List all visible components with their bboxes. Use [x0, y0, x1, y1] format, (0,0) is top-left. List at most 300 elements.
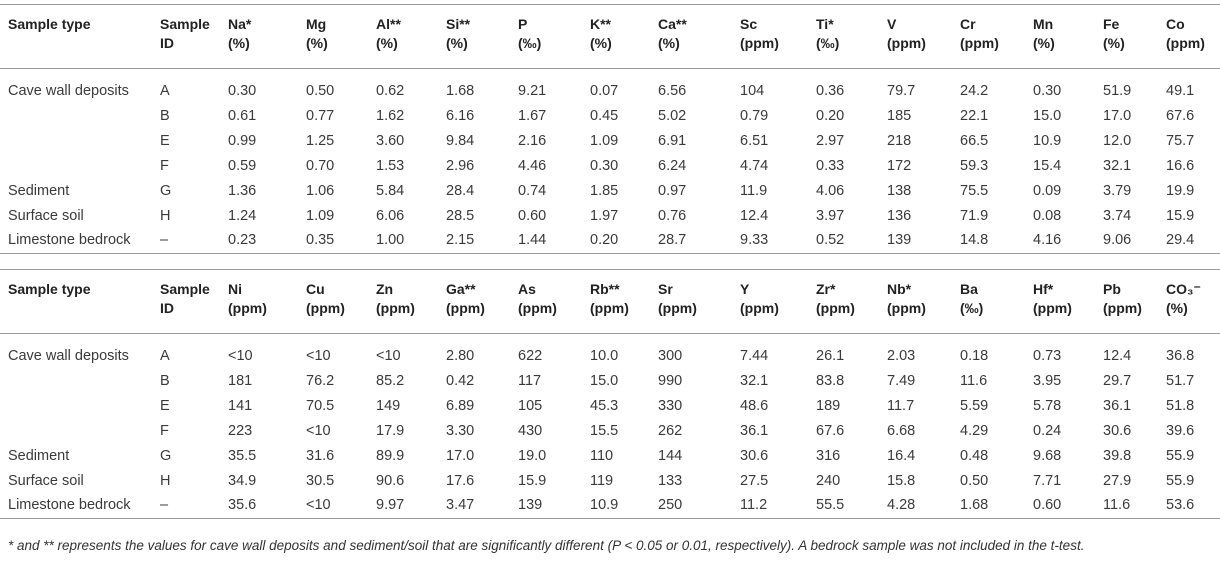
value-cell: 0.24	[1033, 423, 1062, 439]
column-header	[446, 270, 518, 334]
column-header-unit: (ppm)	[658, 300, 697, 316]
value-cell: 79.7	[887, 82, 916, 99]
column-header	[887, 5, 960, 69]
value-cell: 11.9	[740, 183, 768, 199]
column-header-label: Co	[1166, 16, 1185, 32]
value-cell: 1.62	[376, 108, 405, 124]
column-header-unit: (‰)	[816, 35, 840, 51]
value-cell: 7.44	[740, 347, 769, 364]
column-header-label: Sample	[160, 281, 210, 297]
value-cell: <10	[306, 423, 331, 439]
value-cell: 30.6	[740, 448, 769, 464]
value-cell: 1.85	[590, 183, 619, 199]
value-cell: 11.6	[960, 373, 988, 389]
value-cell: 3.97	[816, 208, 845, 224]
column-header-unit: (ppm)	[590, 300, 629, 316]
column-header	[1166, 5, 1220, 69]
table-row	[0, 494, 1220, 519]
value-cell: 117	[518, 373, 542, 389]
value-cell: 4.29	[960, 423, 989, 439]
value-cell: 0.33	[816, 158, 845, 174]
value-cell: 15.9	[518, 473, 547, 489]
column-header-label: Ca**	[658, 16, 687, 32]
value-cell: 51.8	[1166, 398, 1195, 414]
sample-id-cell: H	[160, 208, 171, 224]
value-cell: 2.03	[887, 347, 916, 364]
table-footnote: * and ** represents the values for cave wall deposits and sediment/soil that are significantly different (P < 0.05 or 0.01, respectively). A bedrock sample was not included in the t-test.	[8, 538, 1085, 553]
value-cell: 76.2	[306, 373, 335, 389]
column-header	[518, 270, 590, 334]
value-cell: 133	[658, 473, 683, 489]
value-cell: 17.9	[376, 423, 405, 439]
value-cell: 316	[816, 448, 841, 464]
value-cell: 3.95	[1033, 373, 1062, 389]
column-header-unit: (%)	[228, 35, 250, 51]
value-cell: 12.4	[740, 208, 769, 224]
value-cell: 16.4	[887, 448, 916, 464]
column-header-label: Fe	[1103, 16, 1120, 32]
trace-elements-table	[0, 269, 1220, 519]
value-cell: 6.06	[376, 208, 405, 224]
value-cell: 29.7	[1103, 373, 1132, 389]
sample-id-cell: B	[160, 108, 170, 124]
value-cell: 0.35	[306, 231, 335, 248]
value-cell: 28.4	[446, 183, 475, 199]
value-cell: 185	[887, 108, 912, 124]
value-cell: 1.97	[590, 208, 619, 224]
header-row	[0, 270, 1220, 334]
table-row	[0, 334, 1220, 369]
value-cell: 4.74	[740, 158, 769, 174]
column-header-label: Sr	[658, 281, 673, 297]
value-cell: 6.24	[658, 158, 687, 174]
value-cell: 3.60	[376, 133, 405, 149]
value-cell: 12.4	[1103, 347, 1132, 364]
column-header	[816, 270, 887, 334]
value-cell: 0.50	[960, 473, 989, 489]
value-cell: 11.7	[887, 398, 915, 414]
value-cell: 19.0	[518, 448, 547, 464]
value-cell: 1.53	[376, 158, 405, 174]
value-cell: 9.68	[1033, 448, 1062, 464]
value-cell: 83.8	[816, 373, 845, 389]
column-header	[0, 5, 160, 69]
value-cell: 71.9	[960, 208, 989, 224]
value-cell: 0.48	[960, 448, 989, 464]
value-cell: 11.2	[740, 496, 768, 513]
table-row	[0, 394, 1220, 419]
sample-type-cell	[0, 104, 160, 129]
value-cell: 39.6	[1166, 423, 1195, 439]
value-cell: 5.59	[960, 398, 989, 414]
column-header-unit: (ppm)	[740, 35, 779, 51]
column-header-unit: ID	[160, 35, 174, 51]
table-row	[0, 129, 1220, 154]
value-cell: 51.9	[1103, 82, 1132, 99]
value-cell: 3.30	[446, 423, 475, 439]
column-header-label: Si**	[446, 16, 471, 32]
value-cell: 0.73	[1033, 347, 1062, 364]
sample-id-cell: A	[160, 82, 170, 99]
column-header-label: P	[518, 16, 528, 32]
sample-id-cell: G	[160, 448, 172, 464]
column-header-label: As	[518, 281, 536, 297]
value-cell: 1.44	[518, 231, 547, 248]
column-header	[306, 270, 376, 334]
value-cell: 28.7	[658, 231, 687, 248]
value-cell: 51.7	[1166, 373, 1195, 389]
value-cell: 141	[228, 398, 253, 414]
column-header-label: Ni	[228, 281, 242, 297]
value-cell: 0.76	[658, 208, 687, 224]
value-cell: 240	[816, 473, 841, 489]
value-cell: 0.08	[1033, 208, 1062, 224]
value-cell: 6.56	[658, 82, 687, 99]
value-cell: 1.09	[590, 133, 619, 149]
sample-type-cell: Surface soil	[8, 208, 84, 224]
value-cell: 1.68	[446, 82, 475, 99]
column-header-label: Sample type	[8, 16, 91, 32]
value-cell: 59.3	[960, 158, 989, 174]
value-cell: 36.1	[740, 423, 769, 439]
value-cell: 0.20	[816, 108, 845, 124]
column-header	[160, 5, 228, 69]
column-header	[376, 5, 446, 69]
sample-id-cell: G	[160, 183, 172, 199]
value-cell: 2.97	[816, 133, 845, 149]
column-header	[658, 270, 740, 334]
value-cell: 11.6	[1103, 496, 1131, 513]
value-cell: 0.30	[1033, 82, 1062, 99]
value-cell: 10.9	[590, 496, 619, 513]
column-header-label: CO₃⁻	[1166, 281, 1201, 297]
value-cell: 2.96	[446, 158, 475, 174]
column-header-label: Sample type	[8, 281, 91, 297]
column-header	[960, 5, 1033, 69]
value-cell: 139	[887, 231, 912, 248]
value-cell: 6.89	[446, 398, 475, 414]
major-elements-table	[0, 4, 1220, 254]
value-cell: 223	[228, 423, 253, 439]
value-cell: 75.7	[1166, 133, 1195, 149]
value-cell: 144	[658, 448, 683, 464]
column-header	[740, 5, 816, 69]
value-cell: 9.97	[376, 496, 405, 513]
column-header-unit: (ppm)	[816, 300, 855, 316]
value-cell: 67.6	[1166, 108, 1195, 124]
sample-id-cell: E	[160, 133, 170, 149]
column-header-label: Zr*	[816, 281, 836, 297]
column-header-unit: (ppm)	[887, 35, 926, 51]
value-cell: 36.8	[1166, 347, 1195, 364]
table-header	[0, 5, 1220, 69]
sample-type-cell	[0, 129, 160, 154]
value-cell: 9.33	[740, 231, 769, 248]
sample-type-cell: Sediment	[8, 448, 70, 464]
column-header-label: Ti*	[816, 16, 834, 32]
column-header-label: Cr	[960, 16, 976, 32]
column-header-unit: (%)	[1166, 300, 1188, 316]
value-cell: 0.07	[590, 82, 619, 99]
value-cell: 9.06	[1103, 231, 1132, 248]
value-cell: 17.6	[446, 473, 475, 489]
column-header	[1033, 5, 1103, 69]
value-cell: 15.8	[887, 473, 916, 489]
value-cell: 0.59	[228, 158, 257, 174]
column-header	[228, 5, 306, 69]
column-header-label: Sc	[740, 16, 758, 32]
value-cell: 26.1	[816, 347, 845, 364]
value-cell: 149	[376, 398, 401, 414]
value-cell: 0.74	[518, 183, 547, 199]
value-cell: 55.9	[1166, 473, 1195, 489]
value-cell: 30.5	[306, 473, 335, 489]
value-cell: 27.9	[1103, 473, 1132, 489]
value-cell: 35.5	[228, 448, 257, 464]
table-row	[0, 444, 1220, 469]
sample-id-cell: A	[160, 347, 170, 364]
value-cell: 15.0	[1033, 108, 1062, 124]
value-cell: 49.1	[1166, 82, 1195, 99]
value-cell: 34.9	[228, 473, 257, 489]
value-cell: 24.2	[960, 82, 989, 99]
column-header	[960, 270, 1033, 334]
value-cell: 3.79	[1103, 183, 1132, 199]
column-header-label: Zn	[376, 281, 394, 297]
value-cell: 0.99	[228, 133, 257, 149]
column-header-unit: (%)	[590, 35, 612, 51]
value-cell: 36.1	[1103, 398, 1132, 414]
value-cell: 136	[887, 208, 912, 224]
value-cell: 0.20	[590, 231, 619, 248]
value-cell: 6.68	[887, 423, 916, 439]
value-cell: 1.09	[306, 208, 335, 224]
value-cell: 3.47	[446, 496, 475, 513]
column-header	[1103, 5, 1166, 69]
column-header	[590, 270, 658, 334]
value-cell: 15.4	[1033, 158, 1062, 174]
sample-type-cell: Sediment	[8, 183, 70, 199]
value-cell: 0.18	[960, 347, 989, 364]
value-cell: 70.5	[306, 398, 335, 414]
column-header-unit: (ppm)	[887, 300, 926, 316]
value-cell: 105	[518, 398, 543, 414]
table-body	[0, 334, 1220, 519]
column-header-unit: (ppm)	[1166, 35, 1205, 51]
sample-id-cell: F	[160, 423, 169, 439]
value-cell: 4.28	[887, 496, 916, 513]
value-cell: 30.6	[1103, 423, 1132, 439]
value-cell: 3.74	[1103, 208, 1132, 224]
sample-id-cell: H	[160, 473, 171, 489]
column-header-label: Na*	[228, 16, 252, 32]
value-cell: 1.68	[960, 496, 989, 513]
value-cell: 1.36	[228, 183, 257, 199]
value-cell: 31.6	[306, 448, 335, 464]
sample-type-cell	[0, 369, 160, 394]
value-cell: 172	[887, 158, 912, 174]
value-cell: 300	[658, 347, 683, 364]
value-cell: <10	[306, 496, 331, 513]
value-cell: 104	[740, 82, 765, 99]
column-header-unit: (ppm)	[1103, 300, 1142, 316]
column-header-label: V	[887, 16, 897, 32]
column-header	[446, 5, 518, 69]
value-cell: 110	[590, 448, 614, 464]
table-row	[0, 104, 1220, 129]
sample-id-cell: –	[160, 496, 169, 513]
column-header-unit: (ppm)	[376, 300, 415, 316]
value-cell: 5.78	[1033, 398, 1062, 414]
column-header-unit: (ppm)	[228, 300, 267, 316]
sample-id-cell: –	[160, 231, 169, 248]
sample-type-cell	[0, 419, 160, 444]
value-cell: 15.0	[590, 373, 619, 389]
value-cell: <10	[306, 347, 331, 364]
value-cell: 53.6	[1166, 496, 1195, 513]
value-cell: 139	[518, 496, 543, 513]
column-header-unit: (‰)	[960, 300, 984, 316]
value-cell: 15.9	[1166, 208, 1195, 224]
sample-type-cell: Cave wall deposits	[8, 347, 129, 364]
value-cell: 6.16	[446, 108, 475, 124]
value-cell: 189	[816, 398, 841, 414]
value-cell: 15.5	[590, 423, 619, 439]
column-header-unit: (ppm)	[306, 300, 345, 316]
value-cell: 27.5	[740, 473, 769, 489]
value-cell: 67.6	[816, 423, 845, 439]
value-cell: 9.84	[446, 133, 475, 149]
value-cell: 0.23	[228, 231, 257, 248]
table-row	[0, 154, 1220, 179]
value-cell: 28.5	[446, 208, 475, 224]
table-row	[0, 69, 1220, 104]
value-cell: 89.9	[376, 448, 405, 464]
value-cell: 0.45	[590, 108, 619, 124]
value-cell: 2.16	[518, 133, 547, 149]
column-header-label: Mn	[1033, 16, 1054, 32]
value-cell: 10.0	[590, 347, 619, 364]
value-cell: 0.42	[446, 373, 475, 389]
value-cell: 4.46	[518, 158, 547, 174]
column-header	[658, 5, 740, 69]
value-cell: 19.9	[1166, 183, 1195, 199]
column-header	[0, 270, 160, 334]
column-header-label: K**	[590, 16, 612, 32]
value-cell: 32.1	[1103, 158, 1132, 174]
column-header-label: Nb*	[887, 281, 912, 297]
value-cell: 0.30	[590, 158, 619, 174]
column-header-label: Sample	[160, 16, 210, 32]
value-cell: 0.30	[228, 82, 257, 99]
column-header-label: Mg	[306, 16, 327, 32]
value-cell: 16.6	[1166, 158, 1195, 174]
value-cell: 0.09	[1033, 183, 1062, 199]
column-header-unit: (%)	[446, 35, 468, 51]
value-cell: 990	[658, 373, 683, 389]
column-header-label: Rb**	[590, 281, 620, 297]
column-header	[306, 5, 376, 69]
column-header-unit: (ppm)	[1033, 300, 1072, 316]
value-cell: 181	[228, 373, 253, 389]
value-cell: 0.60	[518, 208, 547, 224]
value-cell: 4.06	[816, 183, 845, 199]
value-cell: 14.8	[960, 231, 989, 248]
value-cell: 55.9	[1166, 448, 1195, 464]
table-row	[0, 419, 1220, 444]
value-cell: 35.6	[228, 496, 257, 513]
value-cell: 0.36	[816, 82, 845, 99]
column-header	[1166, 270, 1220, 334]
value-cell: 48.6	[740, 398, 769, 414]
sample-type-cell: Limestone bedrock	[8, 231, 131, 248]
column-header-label: Pb	[1103, 281, 1121, 297]
value-cell: 0.61	[228, 108, 257, 124]
value-cell: 0.97	[658, 183, 687, 199]
sample-id-cell: F	[160, 158, 169, 174]
value-cell: 17.0	[446, 448, 475, 464]
column-header-label: Ga**	[446, 281, 476, 297]
value-cell: 6.51	[740, 133, 769, 149]
header-row	[0, 5, 1220, 69]
sample-type-cell: Limestone bedrock	[8, 496, 131, 513]
column-header-unit: (ppm)	[740, 300, 779, 316]
value-cell: 39.8	[1103, 448, 1132, 464]
column-header	[816, 5, 887, 69]
column-header-unit: (%)	[1033, 35, 1055, 51]
value-cell: 2.15	[446, 231, 475, 248]
column-header-label: Cu	[306, 281, 325, 297]
value-cell: 9.21	[518, 82, 547, 99]
value-cell: 22.1	[960, 108, 989, 124]
value-cell: 5.84	[376, 183, 405, 199]
column-header	[160, 270, 228, 334]
value-cell: 29.4	[1166, 231, 1195, 248]
value-cell: 1.24	[228, 208, 257, 224]
value-cell: 2.80	[446, 347, 475, 364]
value-cell: 330	[658, 398, 683, 414]
sample-type-cell	[0, 154, 160, 179]
value-cell: 45.3	[590, 398, 619, 414]
value-cell: 10.9	[1033, 133, 1062, 149]
value-cell: 0.60	[1033, 496, 1062, 513]
column-header-label: Y	[740, 281, 750, 297]
column-header-unit: (%)	[306, 35, 328, 51]
table-row	[0, 229, 1220, 254]
value-cell: 4.16	[1033, 231, 1062, 248]
value-cell: 0.62	[376, 82, 405, 99]
column-header	[376, 270, 446, 334]
value-cell: 262	[658, 423, 683, 439]
value-cell: 75.5	[960, 183, 989, 199]
value-cell: 5.02	[658, 108, 687, 124]
value-cell: 119	[590, 473, 614, 489]
sample-id-cell: E	[160, 398, 170, 414]
column-header	[590, 5, 658, 69]
value-cell: 218	[887, 133, 912, 149]
column-header-unit: (ppm)	[518, 300, 557, 316]
column-header	[1033, 270, 1103, 334]
column-header	[1103, 270, 1166, 334]
column-header	[887, 270, 960, 334]
column-header	[740, 270, 816, 334]
value-cell: 32.1	[740, 373, 769, 389]
column-header-label: Ba	[960, 281, 978, 297]
column-header-unit: ID	[160, 300, 174, 316]
table-row	[0, 179, 1220, 204]
value-cell: 0.52	[816, 231, 845, 248]
value-cell: 1.67	[518, 108, 547, 124]
